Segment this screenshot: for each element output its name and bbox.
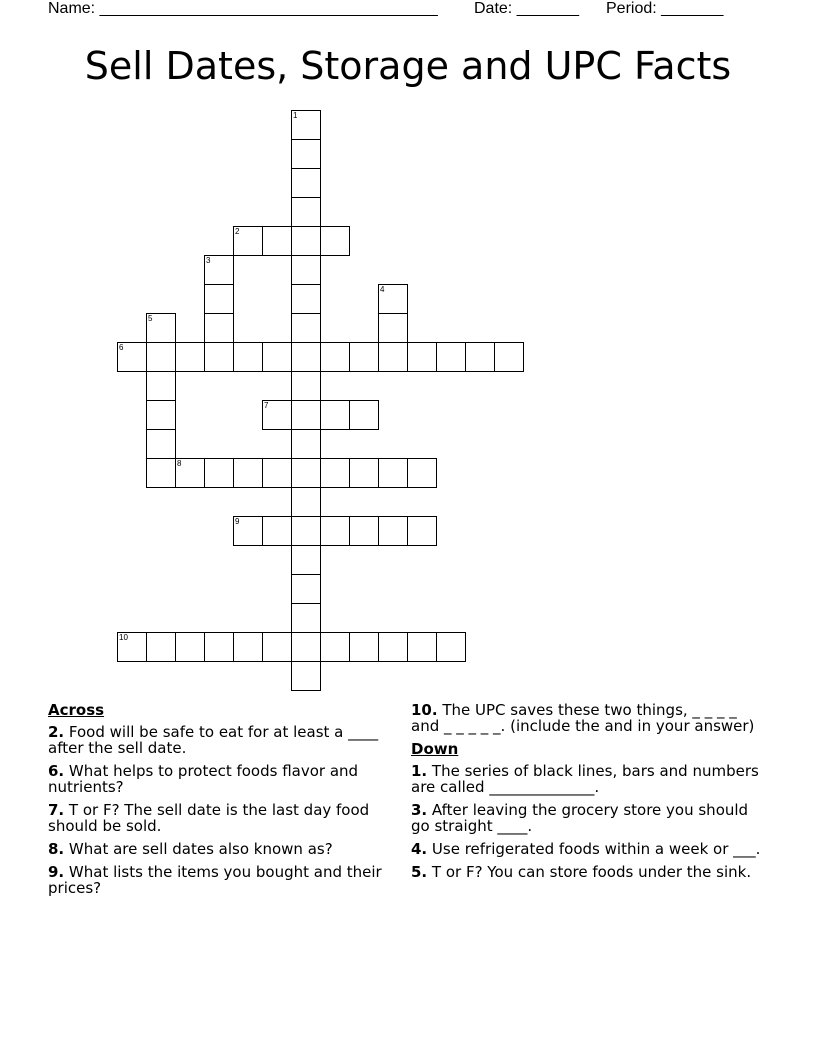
crossword-cell[interactable] [291, 139, 321, 169]
clue-number-label: 9. [48, 863, 65, 881]
crossword-cell[interactable] [262, 632, 292, 662]
crossword-cell[interactable] [320, 632, 350, 662]
crossword-cell[interactable] [378, 458, 408, 488]
down-heading: Down [411, 740, 459, 758]
clue-item [411, 702, 761, 734]
crossword-cell[interactable] [320, 400, 350, 430]
clue-number-label: 7. [48, 801, 65, 819]
crossword-cell[interactable] [436, 632, 466, 662]
clue-number-label: 3. [411, 801, 428, 819]
clue-text: The UPC saves these two things, _ _ _ _ and _ _ _ _ _. (include the and in your answer) [411, 701, 755, 735]
clue-number: 4 [380, 285, 385, 294]
clue-number-label: 10. [411, 701, 438, 719]
across-clue-list-continued [411, 702, 761, 734]
clue-number: 10 [119, 633, 128, 642]
crossword-cell[interactable] [291, 429, 321, 459]
clues-right-column [411, 702, 761, 887]
crossword-cell[interactable] [320, 516, 350, 546]
crossword-cell[interactable] [262, 226, 292, 256]
page-title: Sell Dates, Storage and UPC Facts [84, 44, 732, 88]
crossword-cell[interactable] [349, 400, 379, 430]
crossword-cell[interactable] [146, 429, 176, 459]
clue-item [48, 841, 383, 857]
crossword-cell[interactable] [407, 632, 437, 662]
crossword-cell[interactable] [204, 342, 234, 372]
crossword-cell[interactable] [262, 342, 292, 372]
clue-number: 6 [119, 343, 124, 352]
crossword-cell[interactable] [349, 516, 379, 546]
clue-item [48, 802, 383, 834]
crossword-cell[interactable] [291, 632, 321, 662]
crossword-cell[interactable] [175, 342, 205, 372]
crossword-cell[interactable] [291, 197, 321, 227]
crossword-cell[interactable] [146, 371, 176, 401]
crossword-cell[interactable] [262, 516, 292, 546]
clue-item [48, 724, 383, 756]
crossword-cell[interactable] [146, 458, 176, 488]
crossword-cell[interactable] [291, 661, 321, 691]
crossword-cell[interactable] [349, 632, 379, 662]
crossword-cell[interactable] [291, 110, 321, 140]
crossword-cell[interactable] [349, 458, 379, 488]
across-clue-list [48, 724, 383, 896]
crossword-cell[interactable] [291, 371, 321, 401]
crossword-cell[interactable] [204, 458, 234, 488]
crossword-cell[interactable] [175, 632, 205, 662]
crossword-cell[interactable] [291, 226, 321, 256]
crossword-cell[interactable] [117, 342, 147, 372]
crossword-cell[interactable] [378, 516, 408, 546]
clues-left-column [48, 702, 383, 903]
crossword-cell[interactable] [262, 458, 292, 488]
crossword-cell[interactable] [291, 603, 321, 633]
clue-number: 5 [148, 314, 153, 323]
crossword-cell[interactable] [291, 574, 321, 604]
crossword-cell[interactable] [233, 342, 263, 372]
crossword-cell[interactable] [349, 342, 379, 372]
clue-number-label: 6. [48, 762, 65, 780]
crossword-cell[interactable] [291, 313, 321, 343]
clue-number-label: 1. [411, 762, 428, 780]
crossword-cell[interactable] [378, 284, 408, 314]
crossword-cell[interactable] [291, 168, 321, 198]
clue-item [411, 864, 761, 880]
across-heading: Across [48, 701, 105, 719]
crossword-cell[interactable] [378, 342, 408, 372]
clue-text: Food will be safe to eat for at least a ____ after the sell date. [48, 723, 379, 757]
crossword-cell[interactable] [407, 342, 437, 372]
clue-text: After leaving the grocery store you should go straight ____. [411, 801, 749, 835]
crossword-cell[interactable] [262, 400, 292, 430]
crossword-cell[interactable] [146, 400, 176, 430]
crossword-cell[interactable] [291, 255, 321, 285]
date-field-label: Date: _______ [474, 0, 579, 17]
clue-item [48, 763, 383, 795]
crossword-cell[interactable] [378, 313, 408, 343]
crossword-cell[interactable] [291, 284, 321, 314]
clue-number-label: 4. [411, 840, 428, 858]
crossword-cell[interactable] [204, 284, 234, 314]
clue-number-label: 8. [48, 840, 65, 858]
crossword-cell[interactable] [291, 516, 321, 546]
clue-number-label: 5. [411, 863, 428, 881]
clue-item [48, 864, 383, 896]
clue-number: 7 [264, 401, 269, 410]
clue-text: T or F? You can store foods under the sink. [427, 863, 752, 881]
crossword-cell[interactable] [436, 342, 466, 372]
crossword-cell[interactable] [407, 516, 437, 546]
crossword-cell[interactable] [291, 487, 321, 517]
clue-text: What lists the items you bought and their prices? [48, 863, 382, 897]
clue-number: 9 [235, 517, 240, 526]
crossword-cell[interactable] [146, 632, 176, 662]
clue-item [411, 841, 761, 857]
crossword-cell[interactable] [204, 255, 234, 285]
clue-text: What helps to protect foods flavor and nutrients? [48, 762, 359, 796]
crossword-cell[interactable] [146, 342, 176, 372]
clue-text: Use refrigerated foods within a week or ___. [427, 840, 761, 858]
crossword-cell[interactable] [407, 458, 437, 488]
crossword-cell[interactable] [291, 458, 321, 488]
crossword-cell[interactable] [233, 226, 263, 256]
clue-number-label: 2. [48, 723, 65, 741]
crossword-cell[interactable] [233, 516, 263, 546]
crossword-cell[interactable] [204, 632, 234, 662]
crossword-cell[interactable] [175, 458, 205, 488]
crossword-cell[interactable] [465, 342, 495, 372]
crossword-cell[interactable] [204, 313, 234, 343]
clue-number: 1 [293, 111, 298, 120]
crossword-cell[interactable] [320, 458, 350, 488]
clue-number: 8 [177, 459, 182, 468]
crossword-cell[interactable] [291, 545, 321, 575]
clue-item [411, 763, 761, 795]
crossword-cell[interactable] [291, 400, 321, 430]
clue-text: T or F? The sell date is the last day food should be sold. [48, 801, 370, 835]
crossword-cell[interactable] [117, 632, 147, 662]
crossword-cell[interactable] [494, 342, 524, 372]
crossword-cell[interactable] [320, 342, 350, 372]
clue-number: 3 [206, 256, 211, 265]
crossword-cell[interactable] [233, 458, 263, 488]
crossword-cell[interactable] [233, 632, 263, 662]
crossword-cell[interactable] [320, 226, 350, 256]
clue-number: 2 [235, 227, 240, 236]
period-field-label: Period: _______ [606, 0, 724, 17]
clue-item [411, 802, 761, 834]
clue-text: The series of black lines, bars and numbers are called ______________. [411, 762, 759, 796]
clue-text: What are sell dates also known as? [64, 840, 333, 858]
name-field-label: Name: ______________________________________ [48, 0, 438, 17]
crossword-cell[interactable] [146, 313, 176, 343]
down-clue-list [411, 763, 761, 880]
crossword-cell[interactable] [378, 632, 408, 662]
crossword-cell[interactable] [291, 342, 321, 372]
